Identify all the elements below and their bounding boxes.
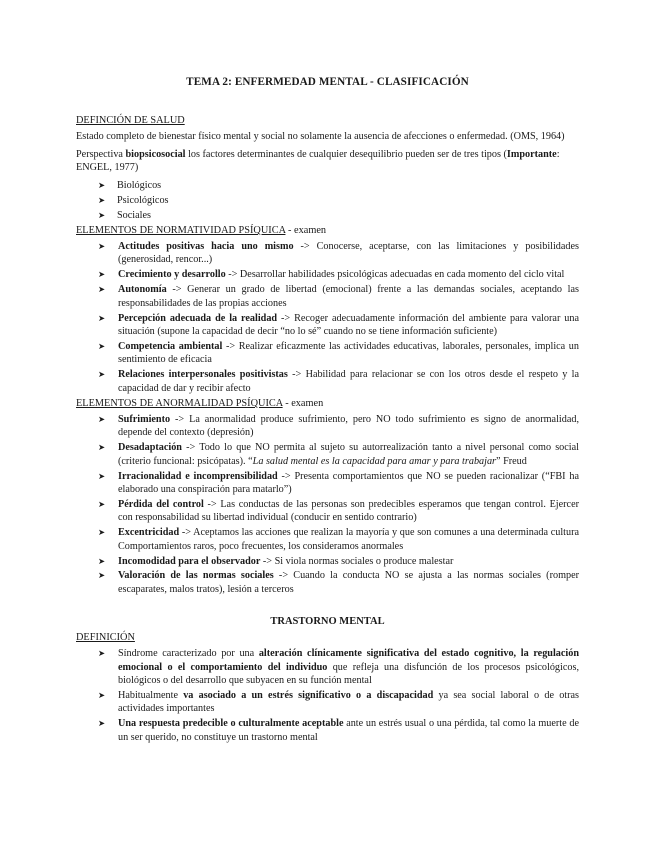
heading-anormalidad-text: ELEMENTOS DE ANORMALIDAD PSÍQUICA <box>76 397 283 409</box>
item-desc: -> Aceptamos las acciones que realizan la mayoría y que son comunes a una determinada cultura Comportamientos raros, poco frecuentes, los consideramos anormales <box>118 527 579 552</box>
list-item <box>76 340 579 367</box>
list-item <box>76 441 579 468</box>
item-term: Irracionalidad e incomprensibilidad <box>118 470 278 482</box>
item-desc: -> Las conductas de las personas son predecibles esperamos que tengan control. Ejercer con responsabilidad su libertad individual (conducir en sentido contrario) <box>118 498 579 524</box>
normatividad-list <box>76 240 579 395</box>
list-item <box>76 717 579 744</box>
item-term: Excentricidad <box>118 527 180 539</box>
arrow-bullet-icon: ➤ <box>98 648 106 659</box>
list-item <box>76 470 579 497</box>
item-term: Valoración de las normas sociales <box>118 570 274 582</box>
item-term: Sufrimiento <box>118 413 171 425</box>
arrow-bullet-icon: ➤ <box>98 194 106 205</box>
list-item <box>76 179 579 192</box>
text-run: Síndrome caracterizado por una <box>118 648 259 660</box>
heading-note: - examen <box>282 397 324 409</box>
section-title-trastorno: TRASTORNO MENTAL <box>270 616 385 628</box>
arrow-bullet-icon: ➤ <box>98 527 106 538</box>
section-heading-normatividad <box>76 224 579 237</box>
text-run: que refleja una disfunción de los procesos psicológicos, biológicos o del desarrollo que subyacen en su función mental <box>118 661 579 687</box>
arrow-bullet-icon: ➤ <box>98 209 106 220</box>
list-item <box>76 413 579 440</box>
item-desc: -> La anormalidad produce sufrimiento, pero NO todo sufrimiento es signo de anormalidad, depende del contexto (depresión) <box>118 413 579 439</box>
arrow-bullet-icon: ➤ <box>98 413 106 424</box>
section-heading-salud <box>76 114 579 127</box>
text-run: Perspectiva <box>76 148 126 160</box>
paragraph-biopsicosocial <box>76 148 579 175</box>
list-item <box>76 689 579 716</box>
item-desc: -> Conocerse, aceptarse, con las limitaciones y posibilidades (generosidad, rencor...) <box>118 241 580 266</box>
item-desc: -> Habilidad para relacionar se con los otros desde el respeto y la capacidad de dar y recibir afecto <box>118 369 580 394</box>
list-item <box>76 312 579 339</box>
text-run: ya sea social laboral o de otras actividades importantes <box>118 689 579 715</box>
heading-note: - examen <box>285 225 327 236</box>
bold-run: biopsicosocial <box>125 148 186 160</box>
bold-run: Importante <box>506 148 557 160</box>
list-item-text: Sociales <box>117 209 151 221</box>
arrow-bullet-icon: ➤ <box>98 312 106 323</box>
section-heading-anormalidad <box>76 397 579 410</box>
list-item <box>76 555 579 568</box>
arrow-bullet-icon: ➤ <box>98 369 106 380</box>
item-desc: -> Generar un grado de libertad (emocional) frente a las demandas sociales, aceptando las responsabilidades de las propias acciones <box>118 284 579 309</box>
arrow-bullet-icon: ➤ <box>98 718 106 729</box>
text-run: : ENGEL, 1977) <box>76 148 560 174</box>
arrow-bullet-icon: ➤ <box>98 241 106 251</box>
list-item <box>76 368 579 395</box>
arrow-bullet-icon: ➤ <box>98 442 106 453</box>
list-item <box>76 283 579 310</box>
item-desc: -> Desarrollar habilidades psicológicas adecuadas en cada momento del ciclo vital <box>225 269 565 281</box>
item-term: Actitudes positivas hacia uno mismo <box>118 241 294 252</box>
bold-run: Una respuesta predecible o culturalmente aceptable <box>118 718 344 730</box>
heading-definicion-text: DEFINICIÓN <box>76 632 135 644</box>
arrow-bullet-icon: ➤ <box>98 284 106 295</box>
trastorno-list <box>76 647 579 744</box>
list-item-text: Biológicos <box>117 179 162 191</box>
bold-run: alteración clínicamente significativa del estado cognitivo, la regulación emocional o el comportamiento del individuo <box>118 648 579 673</box>
item-desc: -> Presenta comportamientos que NO se pueden racionalizar (“FBI ha elaborado una conspiración para matarlo”) <box>118 470 579 495</box>
item-term: Desadaptación <box>118 442 182 454</box>
list-item <box>76 498 579 525</box>
list-item-text: Psicológicos <box>117 194 169 206</box>
item-term: Relaciones interpersonales positivistas <box>118 369 288 381</box>
text-run: Habitualmente <box>118 689 184 701</box>
list-item <box>76 526 579 553</box>
arrow-bullet-icon: ➤ <box>98 555 106 566</box>
arrow-bullet-icon: ➤ <box>98 269 106 280</box>
arrow-bullet-icon: ➤ <box>98 179 106 190</box>
factores-list <box>76 179 579 222</box>
section-heading-definicion <box>76 631 579 644</box>
arrow-bullet-icon: ➤ <box>98 570 106 581</box>
item-desc: -> Realizar eficazmente las actividades educativas, laborales, personales, implica un sentimiento de eficacia <box>118 340 579 366</box>
item-term: Autonomía <box>118 284 167 296</box>
item-term: Percepción adecuada de la realidad <box>118 312 278 324</box>
list-item <box>76 209 579 222</box>
paragraph-salud-definicion: Estado completo de bienestar físico mental y social no solamente la ausencia de afecciones o enfermedad. (OMS, 1964) <box>76 131 565 142</box>
freud-quote: La salud mental es la capacidad para amar y para trabajar <box>252 455 497 467</box>
item-desc: -> Todo lo que NO permita al sujeto su autorrealización tanto a nivel personal como social (criterio funcional: psicópatas). “ <box>118 442 579 467</box>
bold-run: va asociado a un estrés significativo o a discapacidad <box>183 689 434 701</box>
item-term: Pérdida del control <box>118 498 204 510</box>
arrow-bullet-icon: ➤ <box>98 340 106 351</box>
item-desc: -> Si viola normas sociales o produce malestar <box>260 555 454 567</box>
heading-salud-text: DEFINCIÓN DE SALUD <box>76 115 185 126</box>
item-term: Incomodidad para el observador <box>118 555 261 567</box>
arrow-bullet-icon: ➤ <box>98 498 106 509</box>
list-item <box>76 194 579 207</box>
list-item <box>76 647 579 687</box>
anormalidad-list <box>76 413 579 596</box>
arrow-bullet-icon: ➤ <box>98 470 106 481</box>
arrow-bullet-icon: ➤ <box>98 689 106 700</box>
list-item <box>76 569 579 596</box>
item-term: Crecimiento y desarrollo <box>118 269 226 281</box>
item-term: Competencia ambiental <box>118 340 223 352</box>
text-run: los factores determinantes de cualquier desequilibrio pueden ser de tres tipos ( <box>185 148 507 160</box>
page-title: TEMA 2: ENFERMEDAD MENTAL - CLASIFICACIÓN <box>186 76 469 88</box>
text-run: ante un estrés usual o una pérdida, tal como la muerte de un ser querido, no constituye un trastorno mental <box>118 718 579 743</box>
quote-tail: ” Freud <box>496 455 527 467</box>
item-desc: -> Recoger adecuadamente información del ambiente para valorar una situación (supone la capacidad de decir “no lo sé” cuando no se tiene información suficiente) <box>118 312 579 337</box>
item-desc: -> Cuando la conducta NO se ajusta a las normas sociales (romper escaparates, malos tratos), lesión a terceros <box>118 570 579 595</box>
list-item <box>76 268 579 281</box>
list-item <box>76 240 579 267</box>
heading-normatividad-text: ELEMENTOS DE NORMATIVIDAD PSÍQUICA <box>76 225 286 236</box>
